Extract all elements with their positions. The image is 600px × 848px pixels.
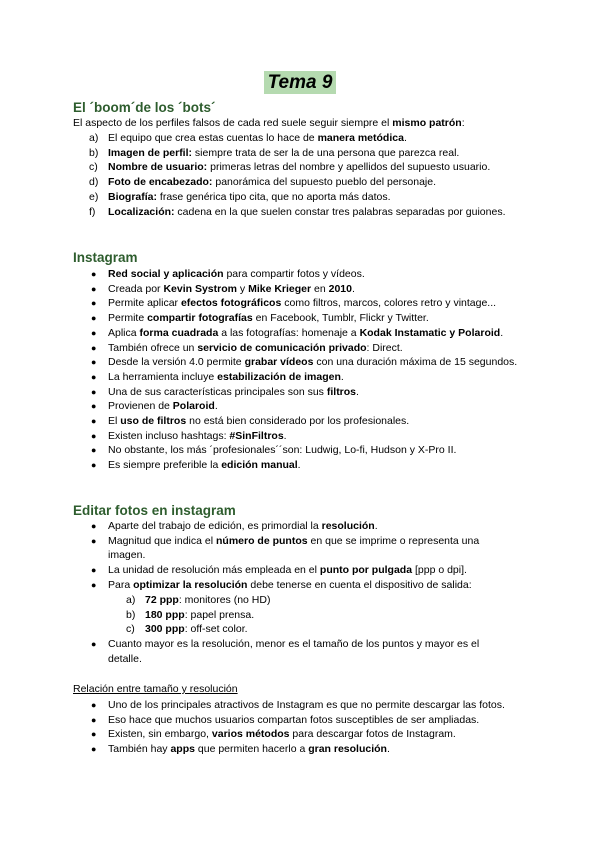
list-item: ● Existen, sin embargo, varios métodos para descargar fotos de Instagram. [91, 728, 456, 741]
relacion-list [91, 698, 508, 757]
list-item: ● Red social y aplicación para compartir fotos y vídeos. [91, 268, 365, 280]
list-item: ● Cuanto mayor es la resolución, menor es el tamaño de los puntos y mayor es el detalle. [91, 638, 480, 665]
section-heading-instagram: Instagram [73, 250, 138, 265]
list-item: ● La unidad de resolución más empleada en el punto por pulgada [ppp o dpi]. [91, 564, 467, 577]
list-item: f) Localización: cadena en la que suelen constar tres palabras separadas por guiones. [89, 205, 506, 218]
list-item: ● Provienen de Polaroid. [91, 400, 218, 413]
subheading-relacion: Relación entre tamaño y resolución [73, 683, 238, 695]
section-heading-editar: Editar fotos en instagram [73, 503, 236, 518]
section-heading-bots: El ´boom´de los ´bots´ [73, 100, 216, 115]
list-item: ● Permite compartir fotografías en Facebook, Tumblr, Flickr y Twitter. [91, 312, 429, 325]
list-item: b) Imagen de perfil: siempre trata de ser la de una persona que parezca real. [89, 146, 460, 159]
list-item: ● Aparte del trabajo de edición, es primordial la resolución. [91, 520, 378, 532]
list-item: a) 72 ppp: monitores (no HD) [126, 594, 271, 606]
bots-intro: El aspecto de los perfiles falsos de cada red suele seguir siempre el mismo patrón: [73, 117, 465, 129]
list-item: ● Eso hace que muchos usuarios compartan fotos susceptibles de ser ampliadas. [91, 713, 480, 726]
list-item: c) Nombre de usuario: primeras letras del nombre y apellidos del supuesto usuario. [89, 161, 491, 174]
list-item: ● Magnitud que indica el número de puntos en que se imprime o representa una imagen. [91, 534, 480, 562]
list-item: ● Desde la versión 4.0 permite grabar vídeos con una duración máxima de 15 segundos. [91, 356, 518, 369]
list-item: ● Para optimizar la resolución debe tenerse en cuenta el dispositivo de salida: [91, 578, 472, 591]
list-item: ● Es siempre preferible la edición manual. [91, 459, 301, 472]
list-item: ● Uno de los principales atractivos de Instagram es que no permite descargar las fotos. [91, 699, 505, 711]
list-item: ● Creada por Kevin Systrom y Mike Krieger en 2010. [91, 282, 355, 295]
list-item: ● Existen incluso hashtags: #SinFiltros. [91, 429, 287, 442]
list-item: d) Foto de encabezado: panorámica del supuesto pueblo del personaje. [89, 176, 437, 189]
list-item: e) Biografía: frase genérica tipo cita, que no aporta más datos. [89, 190, 391, 203]
editar-list [91, 519, 508, 593]
list-item: ● También hay apps que permiten hacerlo a gran resolución. [91, 743, 390, 756]
list-item: ● El uso de filtros no está bien considerado por los profesionales. [91, 415, 410, 428]
list-item: ● Permite aplicar efectos fotográficos como filtros, marcos, colores retro y vintage... [91, 297, 497, 310]
editar-last [91, 637, 508, 666]
instagram-list [91, 267, 528, 473]
list-item: ● Aplica forma cuadrada a las fotografías: homenaje a Kodak Instamatic y Polaroid. [91, 326, 504, 339]
list-item: ● No obstante, los más ´profesionales´´son: Ludwig, Lo-fi, Hudson y X-Pro II. [91, 444, 457, 457]
list-item: b) 180 ppp: papel prensa. [126, 608, 255, 621]
list-item: ● También ofrece un servicio de comunicación privado: Direct. [91, 341, 403, 354]
page-title: Tema 9 [0, 72, 600, 94]
bots-list [89, 131, 508, 219]
list-item: a) El equipo que crea estas cuentas lo hace de manera metódica. [89, 132, 407, 144]
list-item: ● La herramienta incluye estabilización de imagen. [91, 370, 344, 383]
resolution-sublist [126, 593, 445, 637]
list-item: ● Una de sus características principales son sus filtros. [91, 385, 359, 398]
list-item: c) 300 ppp: off-set color. [126, 623, 248, 636]
